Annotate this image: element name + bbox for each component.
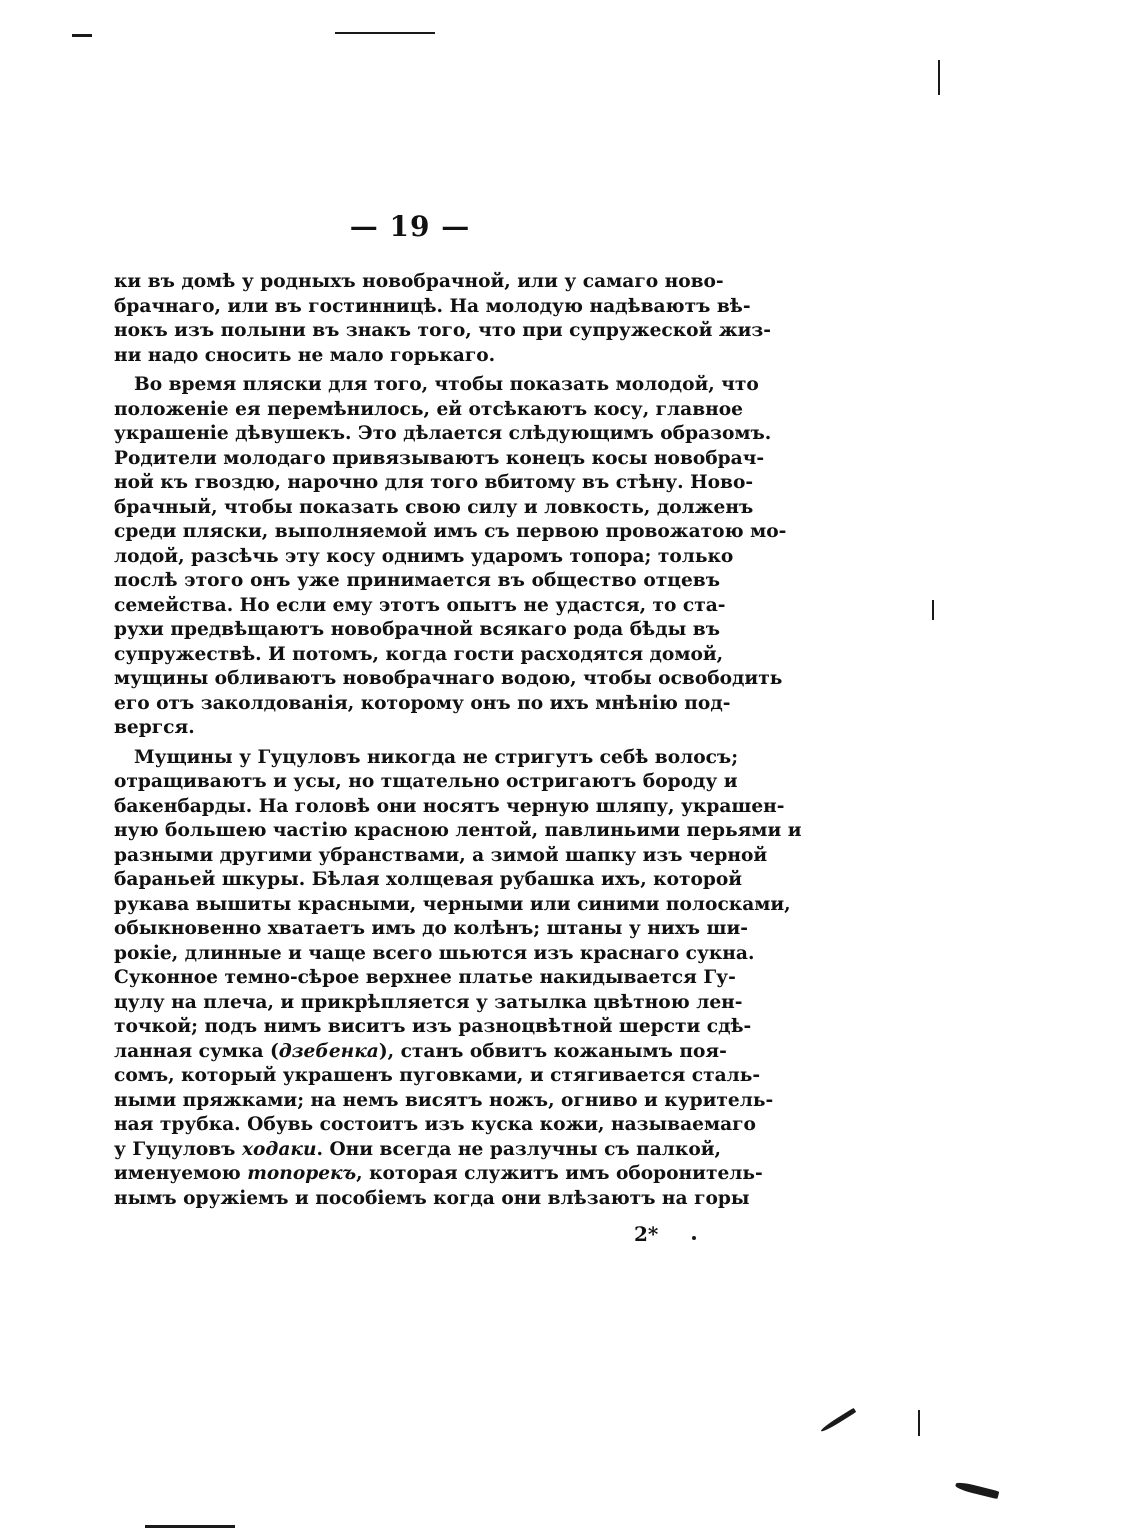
text-line: рухи предвѣщаютъ новобрачной всякаго рода бѣды въ — [114, 619, 720, 640]
signature-mark: 2* — [634, 1222, 659, 1246]
text-line: вергся. — [114, 717, 195, 738]
text-line: положеніе ея перемѣнилось, ей отсѣкаютъ косу, главное — [114, 398, 743, 420]
body-text — [114, 270, 802, 1211]
text-line: среди пляски, выполняемой имъ съ первою провожатою мо- — [114, 521, 787, 542]
text-line: мущины обливаютъ новобрачнаго водою, чтобы освободить — [114, 668, 783, 689]
text-line: лодой, разсѣчь эту косу однимъ ударомъ топора; только — [114, 545, 734, 567]
scan-artifact-top-center — [335, 32, 435, 34]
text-line: сомъ, который украшенъ пуговками, и стягивается сталь- — [114, 1065, 761, 1086]
text-line: бараньей шкуры. Бѣлая холщевая рубашка ихъ, которой — [114, 869, 743, 890]
text-line: Суконное темно-сѣрое верхнее платье накидывается Гу- — [114, 967, 736, 988]
text-line: послѣ этого онъ уже принимается въ общество отцевъ — [114, 570, 720, 591]
text-line: ланная сумка (дзебенка), станъ обвитъ кожанымъ поя- — [114, 1040, 727, 1062]
text-line: брачный, чтобы показать свою силу и ловкость, долженъ — [114, 496, 754, 518]
scan-artifact-bottom-mark — [820, 1408, 857, 1433]
scan-artifact-right-edge-2 — [932, 600, 934, 620]
text-line: у Гуцуловъ ходаки. Они всегда не разлучны съ палкой, — [114, 1138, 722, 1160]
text-line: Во время пляски для того, чтобы показать молодой, что — [134, 374, 759, 395]
text-line: рокіе, длинные и чаще всего шьются изъ краснаго сукна. — [114, 942, 755, 964]
text-line: точкой; подъ нимъ виситъ изъ разноцвѣтной шерсти сдѣ- — [114, 1016, 752, 1037]
text-line: обыкновенно хватаетъ имъ до колѣнъ; штаны у нихъ ши- — [114, 918, 748, 939]
text-line: ни надо сносить не мало горькаго. — [114, 344, 496, 366]
text-line: ными пряжками; на немъ висятъ ножъ, огниво и куритель- — [114, 1089, 774, 1111]
text-line: бакенбарды. На головѣ они носятъ черную шляпу, украшен- — [114, 795, 785, 817]
page-number: — 19 — — [349, 210, 471, 243]
text-line: отращиваютъ и усы, но тщательно остригаютъ бороду и — [114, 771, 738, 792]
scan-artifact-top-left — [72, 34, 92, 37]
scan-artifact-right-edge-3 — [918, 1410, 920, 1436]
scan-artifact-bottom-right — [955, 1481, 1000, 1499]
text-line: нокъ изъ полыни въ знакъ того, что при супружеской жиз- — [114, 320, 772, 341]
text-line: цулу на плеча, и прикрѣпляется у затылка цвѣтною лен- — [114, 991, 743, 1013]
text-line: Родители молодаго привязываютъ конецъ косы новобрач- — [114, 447, 765, 469]
scan-artifact-bottom-left — [145, 1525, 235, 1528]
scan-artifact-dot — [692, 1236, 696, 1240]
text-line: его отъ заколдованія, которому онъ по ихъ мнѣнію под- — [114, 692, 731, 714]
text-line: супружествѣ. И потомъ, когда гости расходятся домой, — [114, 643, 724, 665]
text-line: украшеніе дѣвушекъ. Это дѣлается слѣдующимъ образомъ. — [114, 423, 772, 444]
text-line: рукава вышиты красными, черными или синими полосками, — [114, 893, 791, 915]
text-line: семейства. Но если ему этотъ опытъ не удастся, то ста- — [114, 594, 726, 616]
text-line: ки въ домѣ у родныхъ новобрачной, или у самаго ново- — [114, 271, 724, 292]
text-line: нымъ оружіемъ и пособіемъ когда они влѣзаютъ на горы — [114, 1187, 750, 1209]
text-line: именуемою топорекъ, которая служитъ имъ оборонитель- — [114, 1163, 763, 1184]
text-line: ной къ гвоздю, нарочно для того вбитому въ стѣну. Ново- — [114, 472, 754, 493]
text-line: разными другими убранствами, а зимой шапку изъ черной — [114, 844, 768, 866]
scan-artifact-right-edge — [938, 60, 940, 95]
text-line: брачнаго, или въ гостинницѣ. На молодую надѣваютъ вѣ- — [114, 295, 751, 317]
text-line: ная трубка. Обувь состоитъ изъ куска кожи, называемаго — [114, 1114, 756, 1135]
text-line: ную большею частію красною лентой, павлиньими перьями и — [114, 820, 802, 841]
text-line: Мущины у Гуцуловъ никогда не стригутъ себѣ волосъ; — [134, 746, 739, 768]
